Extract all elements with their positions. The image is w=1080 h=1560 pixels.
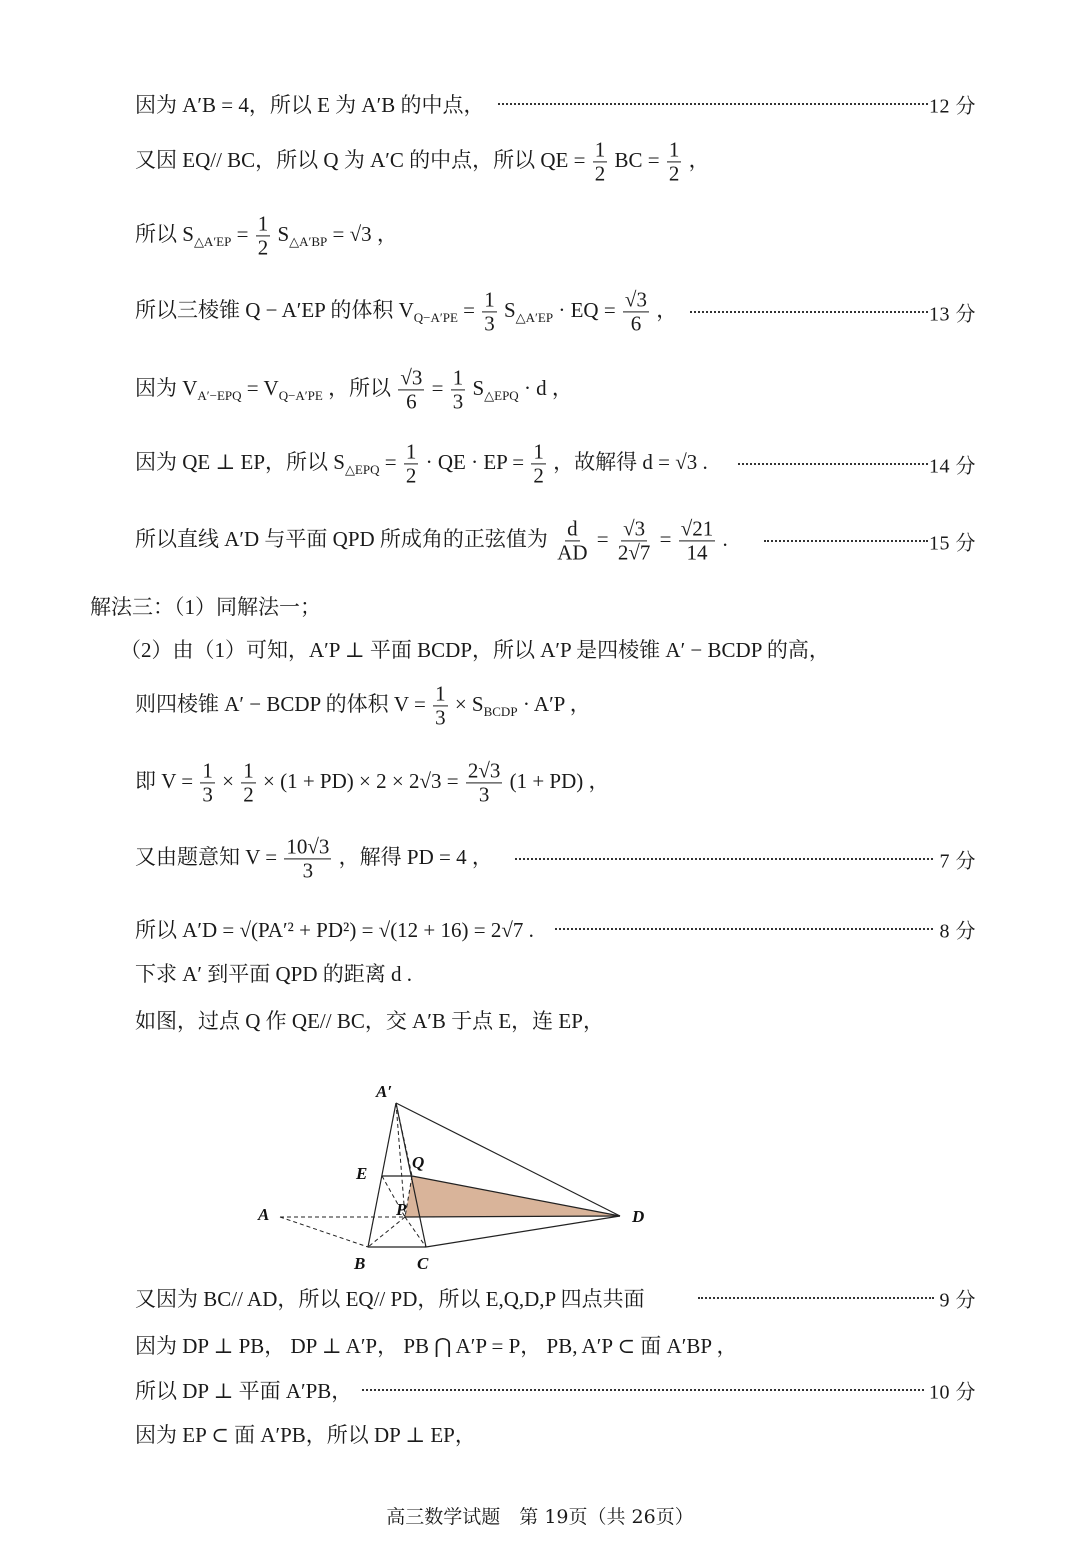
denominator: 3 — [435, 705, 446, 730]
label-c: C — [417, 1254, 429, 1273]
numerator: √3 — [623, 516, 646, 541]
line-text: ，所以 — [328, 375, 392, 400]
line-text: · A′P ， — [522, 691, 591, 716]
denominator: AD — [557, 540, 588, 565]
subscript: A′−EPQ — [197, 387, 242, 403]
edge-c-d — [426, 1216, 620, 1247]
line-text: 因为 DP ⊥ PB， DP ⊥ A′P， PB ⋂ A′P = P， PB, A′P ⊂ 面 A′BP ， — [135, 1334, 738, 1358]
fraction — [667, 138, 682, 185]
edge-a-b — [280, 1217, 368, 1247]
line-text: 即 V = — [135, 768, 194, 793]
line-text: = — [596, 526, 609, 551]
line-content — [135, 759, 610, 806]
line-text: BC = — [614, 147, 660, 172]
label-d: D — [632, 1207, 645, 1226]
line-text: S — [472, 375, 485, 400]
denominator: 3 — [478, 782, 490, 807]
line-text: · QE · EP = — [425, 449, 525, 474]
denominator: 6 — [630, 311, 642, 336]
line-text: = — [463, 297, 475, 322]
numerator: 1 — [405, 439, 417, 464]
line-content — [135, 682, 591, 729]
line-text: × — [222, 768, 234, 793]
fraction — [433, 682, 448, 729]
line-text: . — [722, 526, 728, 551]
score-label: 10 分 — [929, 1381, 976, 1404]
line-text: ， — [656, 297, 678, 322]
line-text: · d ， — [523, 375, 573, 400]
line-text: 又因 EQ// BC，所以 Q 为 A′C 的中点，所以 QE = — [135, 147, 586, 172]
denominator: 6 — [406, 389, 417, 414]
dot-leader — [555, 928, 933, 930]
numerator: 1 — [257, 211, 269, 236]
line-text: S — [503, 297, 516, 322]
line-text: ，故解得 d = √3 . — [553, 449, 708, 474]
dot-leader — [690, 311, 928, 313]
score-label: 14 分 — [929, 455, 976, 478]
dot-leader — [515, 858, 933, 860]
pyramid-diagram — [250, 1075, 670, 1275]
line-text: × (1 + PD) × 2 × 2√3 = — [262, 768, 459, 793]
line-content — [135, 440, 708, 487]
line-text: = — [236, 221, 249, 246]
denominator: 2√7 — [617, 540, 651, 565]
line-text: ，解得 PD = 4 ， — [338, 844, 493, 869]
fraction — [256, 212, 271, 259]
numerator: 1 — [533, 439, 544, 464]
numerator: 1 — [243, 758, 254, 783]
page-footer: 高三数学试题 第 19页（共 26页） — [386, 1506, 694, 1528]
label-a-prime: A′ — [376, 1082, 393, 1101]
subscript: BCDP — [483, 703, 518, 719]
line-text: 因为 A′B = 4，所以 E 为 A′B 的中点， — [135, 93, 485, 117]
denominator: 3 — [484, 311, 495, 336]
dot-leader — [362, 1389, 924, 1391]
score-label: 7 分 — [939, 850, 976, 873]
line-text: = — [384, 449, 397, 474]
score-label: 8 分 — [939, 920, 976, 943]
line-text: 解法三：（1）同解法一； — [90, 595, 321, 619]
label-a: A — [258, 1205, 270, 1224]
subscript: △A′EP — [193, 233, 232, 249]
denominator: 3 — [452, 389, 464, 414]
fraction — [241, 759, 256, 806]
line-text: = — [659, 526, 672, 551]
line-content — [135, 366, 573, 413]
line-text: = — [431, 375, 444, 400]
label-b: B — [354, 1254, 366, 1273]
denominator: 3 — [302, 858, 314, 883]
denominator: 2 — [257, 235, 269, 260]
numerator: √3 — [624, 287, 647, 312]
fraction — [531, 440, 546, 487]
line-text: = √3 ， — [332, 221, 398, 246]
line-text: 因为 EP ⊂ 面 A′PB，所以 DP ⊥ EP， — [135, 1423, 476, 1447]
line-content — [135, 835, 493, 882]
score-label: 13 分 — [929, 303, 976, 326]
fraction — [284, 835, 331, 882]
label-q: Q — [412, 1153, 425, 1172]
line-text: 下求 A′ 到平面 QPD 的距离 d . — [135, 962, 413, 986]
fraction — [593, 138, 608, 185]
line-content — [135, 517, 728, 564]
fraction — [679, 517, 716, 564]
numerator: d — [567, 516, 578, 541]
numerator: 1 — [668, 137, 680, 162]
numerator: 1 — [452, 365, 464, 390]
line-text: 因为 QE ⊥ EP，所以 S — [135, 449, 345, 474]
edge-a1-b — [368, 1103, 396, 1247]
line-text: ， — [688, 147, 710, 172]
line-text: 又因为 BC// AD，所以 EQ// PD，所以 E,Q,D,P 四点共面 — [135, 1287, 645, 1311]
dot-leader — [498, 103, 928, 105]
subscript: △EPQ — [344, 461, 380, 477]
line-text: 如图，过点 Q 作 QE// BC，交 A′B 于点 E，连 EP， — [135, 1009, 604, 1033]
score-label: 12 分 — [929, 95, 976, 118]
line-text: 又由题意知 V = — [135, 844, 278, 869]
fraction — [623, 288, 649, 335]
numerator: √21 — [680, 516, 714, 541]
denominator: 2 — [243, 782, 254, 807]
fraction — [200, 759, 215, 806]
line-text: 所以三棱锥 Q − A′EP 的体积 V — [135, 297, 414, 322]
subscript: △EPQ — [484, 387, 519, 403]
line-text: (1 + PD) ， — [509, 768, 610, 793]
line-text: 所以 A′D = √(PA′² + PD²) = √(12 + 16) = 2√7 . — [135, 918, 534, 942]
line-text: 因为 V — [135, 375, 198, 400]
line-content — [135, 288, 677, 335]
subscript: △A′BP — [289, 233, 328, 249]
numerator: 1 — [594, 137, 606, 162]
line-text: （2）由（1）可知，A′P ⊥ 平面 BCDP，所以 A′P 是四棱锥 A′ − BCDP 的高， — [120, 638, 830, 662]
line-text: S — [277, 221, 290, 246]
subscript: Q−A′PE — [278, 387, 323, 403]
line-text: 则四棱锥 A′ − BCDP 的体积 V = — [135, 691, 426, 716]
denominator: 2 — [533, 463, 544, 488]
numerator: 1 — [484, 287, 495, 312]
numerator: √3 — [400, 365, 423, 390]
line-text: = V — [246, 375, 279, 400]
fraction — [482, 288, 497, 335]
denominator: 14 — [686, 540, 708, 565]
denominator: 2 — [594, 161, 606, 186]
label-p: P — [396, 1200, 407, 1219]
subscript: Q−A′PE — [413, 309, 458, 325]
label-e: E — [356, 1164, 368, 1183]
denominator: 2 — [405, 463, 417, 488]
line-content — [135, 212, 398, 259]
fraction — [451, 366, 466, 413]
dot-leader — [698, 1297, 934, 1299]
score-label: 15 分 — [929, 532, 976, 555]
line-text: 所以直线 A′D 与平面 QPD 所成角的正弦值为 — [135, 526, 548, 551]
denominator: 3 — [202, 782, 213, 807]
score-label: 9 分 — [939, 1289, 976, 1312]
line-text: 所以 DP ⊥ 平面 A′PB， — [135, 1379, 353, 1403]
line-text: · EQ = — [558, 297, 616, 322]
line-text: 所以 S — [135, 221, 194, 246]
fraction — [398, 366, 424, 413]
fraction — [466, 759, 503, 806]
numerator: 2√3 — [467, 758, 501, 783]
shaded-triangle-qpd — [405, 1176, 620, 1217]
fraction — [555, 517, 589, 564]
denominator: 2 — [668, 161, 680, 186]
fraction — [616, 517, 653, 564]
dot-leader — [764, 540, 928, 542]
numerator: 10√3 — [286, 834, 330, 859]
fraction — [404, 440, 419, 487]
numerator: 1 — [202, 758, 213, 783]
geometry-figure — [250, 1075, 670, 1275]
line-text: × S — [454, 691, 484, 716]
dot-leader — [738, 463, 928, 465]
subscript: △A′EP — [515, 309, 554, 325]
line-content — [135, 138, 710, 185]
numerator: 1 — [435, 681, 446, 706]
